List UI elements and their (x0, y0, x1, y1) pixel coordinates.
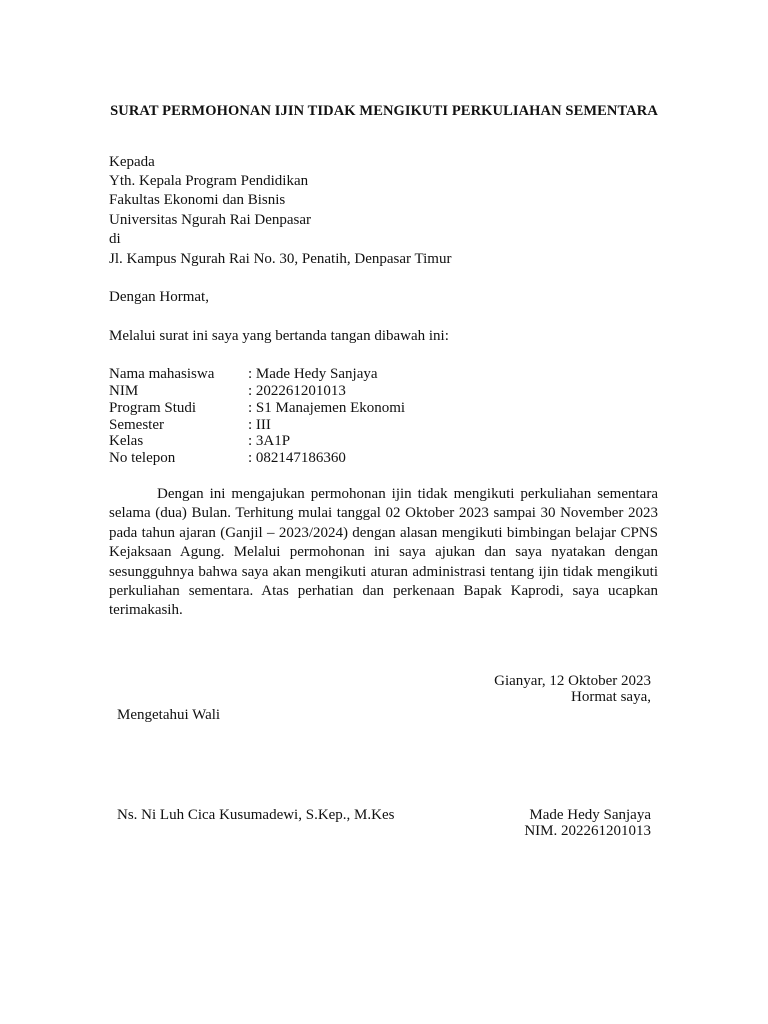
recipient-line-4: di (109, 231, 121, 247)
guardian-name: Ns. Ni Luh Cica Kusumadewi, S.Kep., M.Kes (117, 807, 395, 823)
letter-title: SURAT PERMOHONAN IJIN TIDAK MENGIKUTI PERKULIAHAN SEMENTARA (110, 103, 658, 119)
recipient-address: Jl. Kampus Ngurah Rai No. 30, Penatih, Denpasar Timur (109, 251, 452, 267)
recipient-line-1: Yth. Kepala Program Pendidikan (109, 173, 309, 189)
signer-name: Made Hedy Sanjaya (529, 807, 651, 823)
identity-label: Kelas (109, 433, 144, 449)
identity-label: Semester (109, 417, 164, 433)
intro-text: Melalui surat ini saya yang bertanda tangan dibawah ini: (109, 328, 449, 344)
signer-nim: NIM. 202261201013 (524, 823, 651, 839)
identity-label: Nama mahasiswa (109, 366, 215, 382)
place-date: Gianyar, 12 Oktober 2023 (494, 673, 651, 689)
recipient-to: Kepada (109, 154, 155, 170)
identity-value: : III (248, 417, 271, 433)
recipient-line-3: Universitas Ngurah Rai Denpasar (109, 212, 312, 228)
identity-label: No telepon (109, 450, 176, 466)
body-paragraph: Dengan ini mengajukan permohonan ijin tidak mengikuti perkuliahan sementara selama (dua) Bulan. Terhitung mulai tanggal 02 Oktober 2023 sampai 30 November 2023 pada tahun ajaran (Ganjil – 2023/2024) dengan alasan mengikuti bimbingan belajar CPNS Kejaksaan Agung. Melalui permohonan ini saya ajukan dan saya nyatakan dengan sesungguhnya bahwa saya akan mengikuti aturan administrasi tentang ijin tidak mengikuti perkuliahan sementara. Atas perhatian dan perkenaan Bapak Kaprodi, saya ucapkan terimakasih. (109, 486, 658, 619)
closing: Hormat saya, (571, 689, 651, 705)
identity-value: : 3A1P (248, 433, 291, 449)
recipient-line-2: Fakultas Ekonomi dan Bisnis (109, 192, 286, 208)
identity-value: : S1 Manajemen Ekonomi (248, 400, 406, 416)
acknowledged-by: Mengetahui Wali (117, 707, 221, 723)
identity-value: : 082147186360 (248, 450, 346, 466)
greeting: Dengan Hormat, (109, 289, 209, 305)
identity-value: : Made Hedy Sanjaya (248, 366, 378, 382)
identity-label: Program Studi (109, 400, 197, 416)
identity-label: NIM (109, 383, 139, 399)
identity-value: : 202261201013 (248, 383, 346, 399)
